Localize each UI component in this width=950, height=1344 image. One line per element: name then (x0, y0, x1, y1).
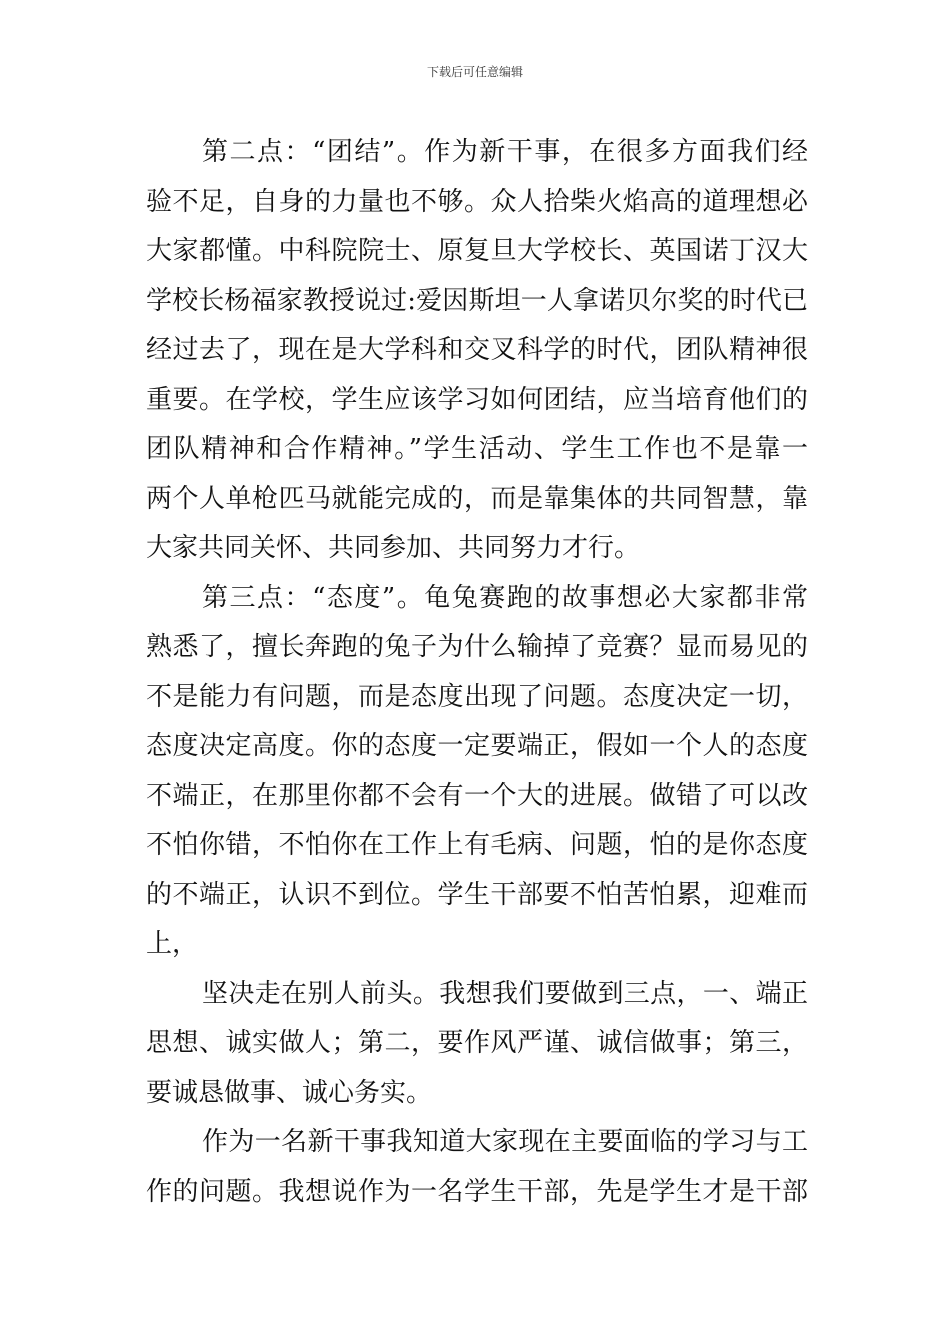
text-line: 大家都懂。中科院院士、原复旦大学校长、英国诺丁汉大 (146, 236, 808, 266)
text-line: 态度决定高度。你的态度一定要端正，假如一个人的态度 (146, 731, 808, 761)
text-line: 的不端正，认识不到位。学生干部要不怕苦怕累，迎难而 (146, 879, 808, 910)
text-line: 重要。在学校，学生应该学习如何团结，应当培育他们的 (146, 384, 808, 415)
text-line: 熟悉了，擅长奔跑的兔子为什么输掉了竞赛？显而易见的 (146, 632, 808, 662)
text-line: 思想、诚实做人；第二，要作风严谨、诚信做事；第三， (146, 1028, 808, 1058)
body-text (146, 128, 808, 1217)
text-line: 团队精神和合作精神。”学生活动、学生工作也不是靠一 (146, 434, 808, 464)
text-line: 经过去了，现在是大学科和交叉科学的时代，团队精神很 (146, 335, 808, 365)
text-line: 学校长杨福家教授说过:爱因斯坦一人拿诺贝尔奖的时代已 (146, 285, 808, 316)
paragraph-three-points (146, 970, 808, 1119)
text-line: 不是能力有问题，而是态度出现了问题。态度决定一切， (146, 681, 808, 712)
text-line: 作的问题。我想说作为一名学生干部，先是学生才是干部 (146, 1176, 808, 1207)
text-line: 第三点：“态度”。龟兔赛跑的故事想必大家都非常 (202, 582, 808, 613)
text-line: 不端正，在那里你都不会有一个大的进展。做错了可以改 (146, 780, 808, 811)
text-line: 验不足，自身的力量也不够。众人拾柴火焰高的道理想必 (146, 186, 808, 217)
text-line: 大家共同关怀、共同参加、共同努力才行。 (146, 533, 641, 563)
text-line: 第二点：“团结”。作为新干事，在很多方面我们经 (202, 137, 808, 167)
text-line: 要诚恳做事、诚心务实。 (146, 1077, 433, 1108)
text-line: 作为一名新干事我知道大家现在主要面临的学习与工 (202, 1127, 808, 1157)
paragraph-new-officer (146, 1118, 808, 1217)
page-header: 下载后可任意编辑 (426, 65, 523, 79)
text-line: 不怕你错，不怕你在工作上有毛病、问题，怕的是你态度 (146, 830, 808, 860)
paragraph-attitude (146, 574, 808, 970)
text-line: 坚决走在别人前头。我想我们要做到三点，一、端正 (202, 978, 808, 1009)
paragraph-unity (146, 128, 808, 574)
text-line: 上， (146, 929, 199, 959)
text-line: 两个人单枪匹马就能完成的，而是靠集体的共同智慧，靠 (146, 483, 808, 514)
